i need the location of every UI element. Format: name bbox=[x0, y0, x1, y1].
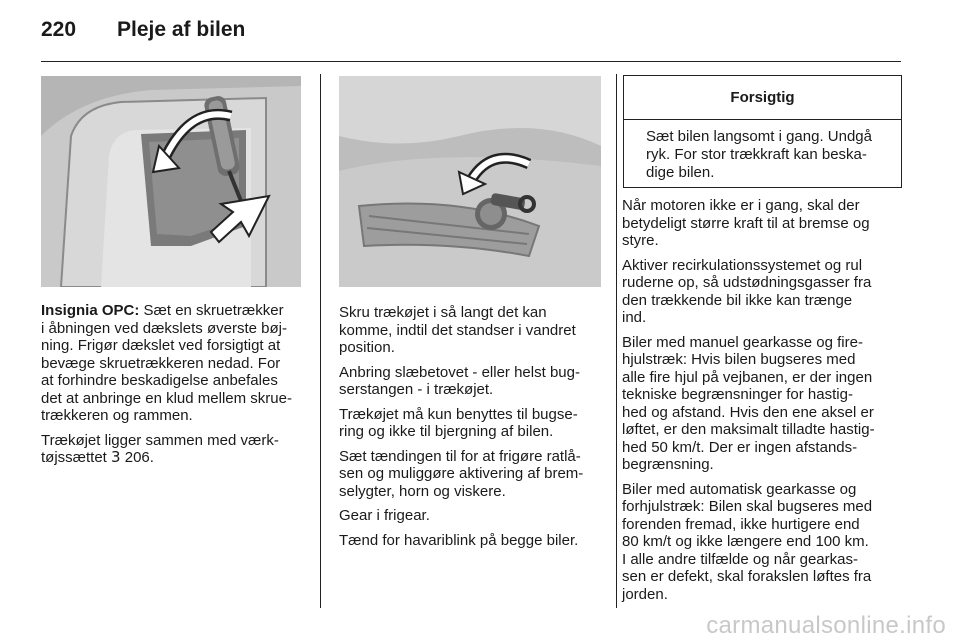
text-line: begrænsning. bbox=[622, 456, 714, 473]
figure-screwdriver-cover bbox=[41, 76, 301, 287]
paragraph bbox=[339, 406, 609, 441]
caution-title: Forsigtig bbox=[624, 76, 901, 120]
column-divider-left bbox=[320, 74, 321, 608]
watermark: carmanualsonline.info bbox=[706, 612, 946, 639]
text-line: forenden fremad, ikke hurtigere end bbox=[622, 515, 860, 533]
text-line: tekniske begrænsninger for hastig- bbox=[622, 386, 853, 403]
column-divider-right bbox=[616, 74, 617, 608]
text-line: sen og muliggøre aktivering af brem- bbox=[339, 465, 584, 482]
figure-tow-eye bbox=[339, 76, 601, 287]
text-line: serstangen - i trækøjet. bbox=[339, 381, 494, 398]
text-line: den trækkende bil ikke kan trænge bbox=[622, 291, 853, 309]
text-line: i åbningen ved dækslets øverste bøj- bbox=[41, 319, 287, 337]
text-line: Biler med automatisk gearkasse og bbox=[622, 480, 857, 498]
text-line: Sæt tændingen til for at frigøre ratlå- bbox=[339, 447, 581, 465]
text-line: hed 50 km/t. Der er ingen afstands- bbox=[622, 438, 858, 456]
text-line: ind. bbox=[622, 309, 647, 326]
tow-eye-location-paragraph bbox=[41, 432, 311, 467]
caution-text bbox=[624, 120, 901, 182]
text-line: tøjssættet bbox=[41, 449, 112, 466]
text-line: position. bbox=[339, 339, 395, 356]
insignia-opc-lead: Insignia OPC: bbox=[41, 302, 140, 319]
text-line: Anbring slæbetovet - eller helst bug- bbox=[339, 363, 580, 381]
text-line: Trækøjet må kun benyttes til bugse- bbox=[339, 405, 578, 423]
caution-box bbox=[623, 75, 902, 188]
column-3-text bbox=[622, 197, 907, 610]
text-line: ruderne op, så udstødningsgasser fra bbox=[622, 274, 872, 291]
text-line: Gear i frigear. bbox=[339, 507, 430, 524]
text-line: det at anbringe en klud mellem skrue- bbox=[41, 389, 292, 407]
paragraph bbox=[339, 448, 609, 501]
text-line: alle fire hjul på vejbanen, er der ingen bbox=[622, 368, 873, 386]
column-1-text bbox=[41, 302, 311, 474]
text-line: forhjulstræk: Bilen skal bugseres med bbox=[622, 498, 873, 515]
screwdriver-cover-illustration bbox=[41, 76, 301, 287]
text-line: løftet, er den maksimalt tilladte hastig- bbox=[622, 421, 875, 438]
paragraph bbox=[622, 257, 907, 327]
insignia-opc-paragraph bbox=[41, 302, 311, 425]
text-line: trækkeren og rammen. bbox=[41, 407, 193, 424]
page-reference-icon[interactable]: 3 bbox=[111, 448, 121, 466]
column-2-text bbox=[339, 304, 609, 556]
paragraph bbox=[622, 481, 907, 604]
text-line: Biler med manuel gearkasse og fire- bbox=[622, 333, 863, 351]
paragraph bbox=[622, 334, 907, 474]
paragraph bbox=[622, 197, 907, 250]
header-rule bbox=[41, 61, 901, 62]
text-line: sen er defekt, skal forakslen løftes fra bbox=[622, 568, 872, 585]
text-line: Aktiver recirkulationssystemet og rul bbox=[622, 256, 863, 274]
text-line: Tænd for havariblink på begge biler. bbox=[339, 531, 579, 549]
page-title: Pleje af bilen bbox=[117, 18, 246, 41]
paragraph bbox=[339, 532, 609, 550]
text-line: hed og afstand. Hvis den ene aksel er bbox=[622, 403, 874, 421]
text-line: selygter, horn og viskere. bbox=[339, 482, 506, 500]
text-line: betydeligt større kraft til at bremse og bbox=[622, 214, 870, 232]
page-header bbox=[41, 18, 921, 48]
text-line: Sæt en skruetrækker bbox=[139, 302, 284, 319]
paragraph bbox=[339, 364, 609, 399]
page-number: 220 bbox=[41, 18, 77, 41]
text-line: Skru trækøjet i så langt det kan bbox=[339, 304, 547, 321]
text-line: jorden. bbox=[622, 585, 668, 603]
text-line: hjulstræk: Hvis bilen bugseres med bbox=[622, 351, 856, 368]
text-line: ryk. For stor trækkraft kan beska- bbox=[646, 146, 867, 163]
text-line: styre. bbox=[622, 232, 659, 249]
text-line: ning. Frigør dækslet ved forsigtigt at bbox=[41, 337, 281, 354]
paragraph bbox=[339, 304, 609, 357]
tow-eye-illustration bbox=[339, 76, 601, 287]
text-line: bevæge skruetrækkeren nedad. For bbox=[41, 354, 281, 372]
text-line: Sæt bilen langsomt i gang. Undgå bbox=[646, 128, 872, 145]
text-line: 80 km/t og ikke længere end 100 km. bbox=[622, 533, 869, 550]
text-line: Når motoren ikke er i gang, skal der bbox=[622, 197, 860, 214]
text-line: Trækøjet ligger sammen med værk- bbox=[41, 431, 279, 449]
text-line: ring og ikke til bjergning af bilen. bbox=[339, 423, 554, 440]
text-line: I alle andre tilfælde og når gearkas- bbox=[622, 550, 858, 568]
text-line: at forhindre beskadigelse anbefales bbox=[41, 372, 278, 389]
text-line: dige bilen. bbox=[646, 164, 715, 181]
page-reference-number[interactable]: 206. bbox=[120, 449, 154, 466]
paragraph bbox=[339, 507, 609, 525]
text-line: komme, indtil det standser i vandret bbox=[339, 321, 576, 339]
